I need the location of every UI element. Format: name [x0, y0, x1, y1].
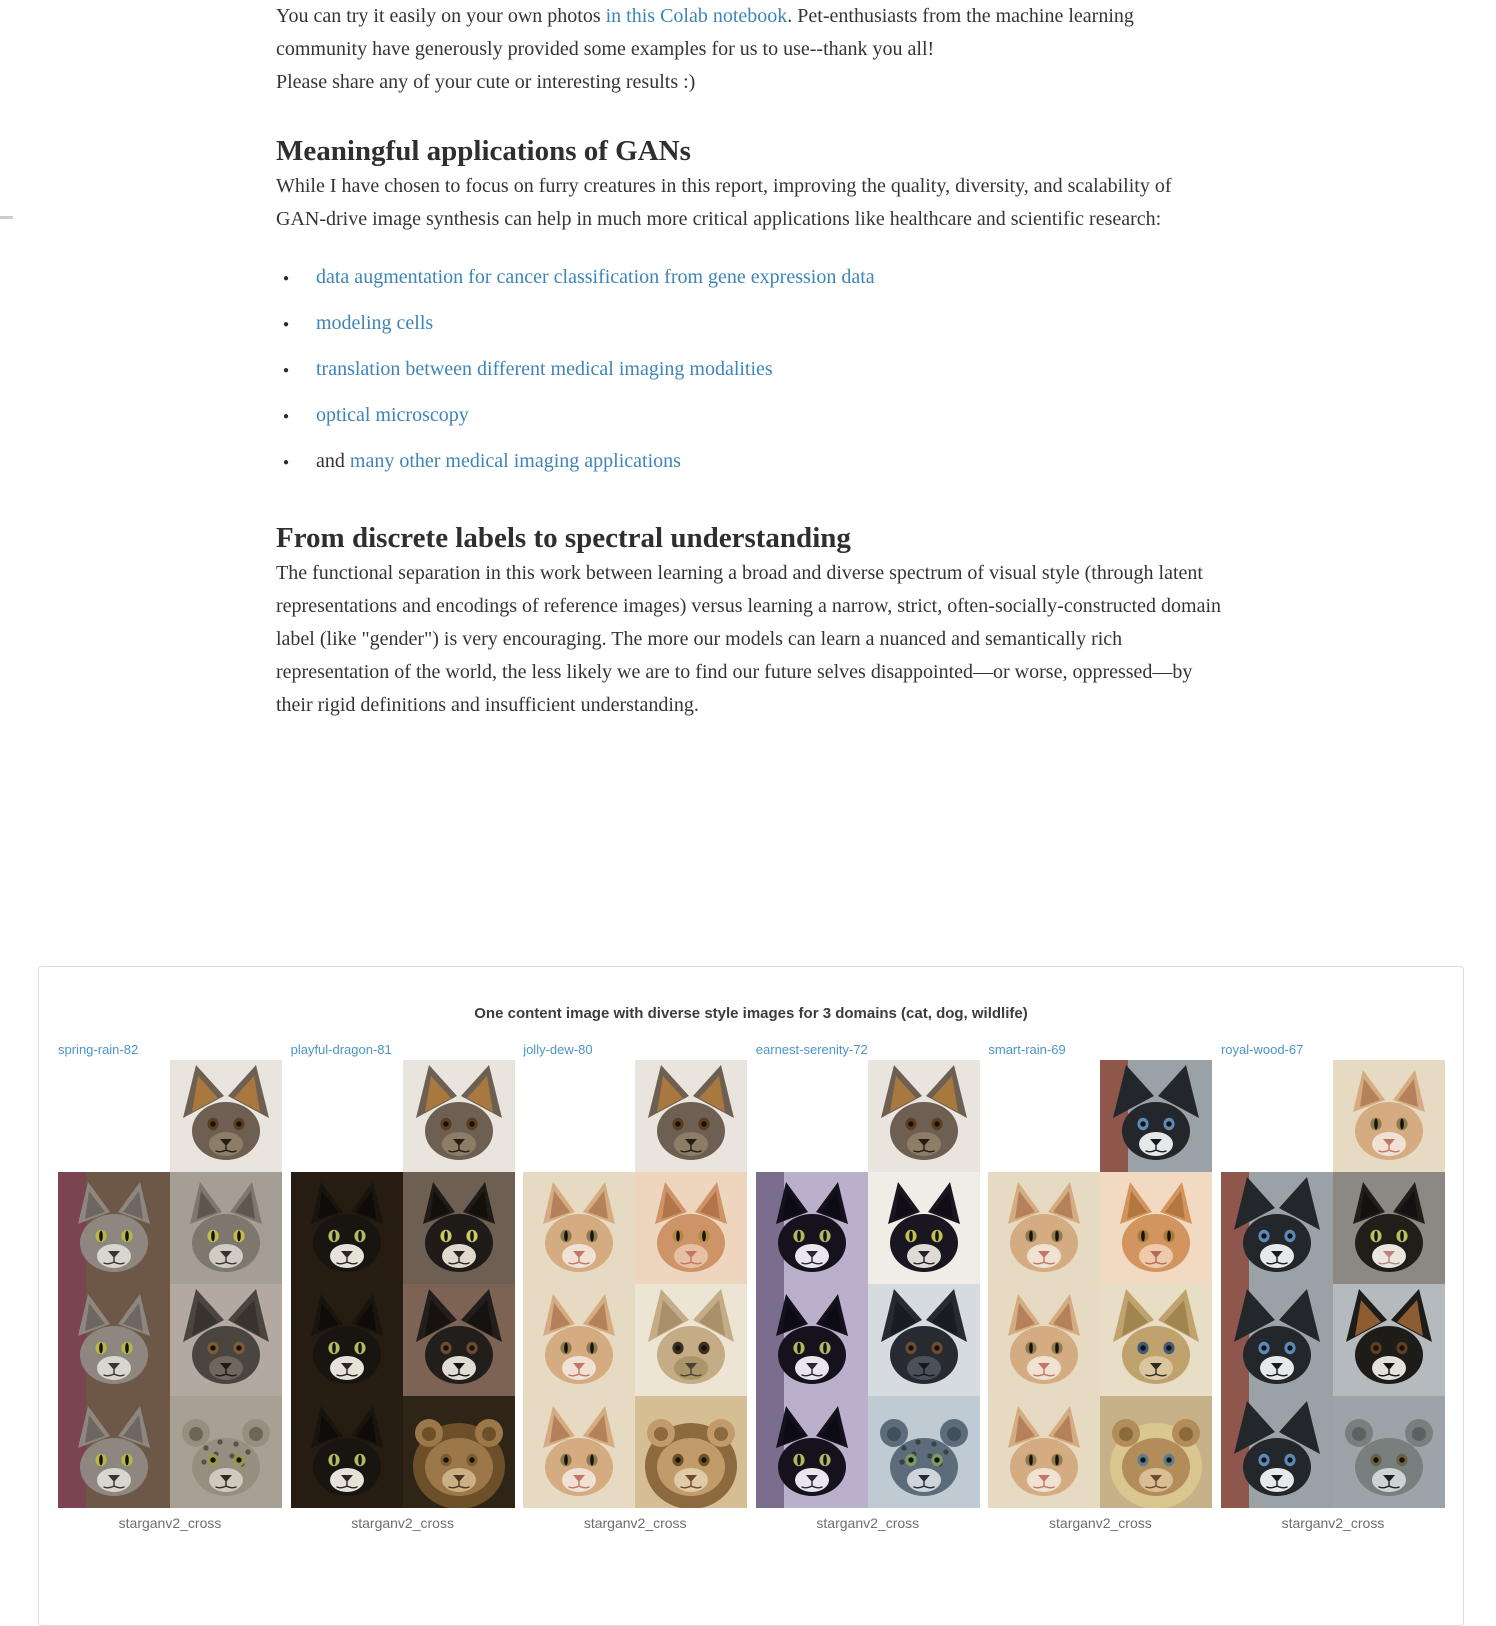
run-name-link[interactable]: smart-rain-69	[988, 1042, 1066, 1057]
output-dog-black-image[interactable]	[868, 1284, 980, 1396]
output-cat-black-white-image[interactable]	[1333, 1172, 1445, 1284]
section-heading-gans: Meaningful applications of GANs	[276, 135, 691, 167]
content-dog-husky-image[interactable]	[1100, 1060, 1212, 1172]
content-dog-chihuahua-image[interactable]	[635, 1060, 747, 1172]
image-grid	[291, 1060, 515, 1508]
style-cat-tan-image[interactable]	[523, 1396, 635, 1508]
empty-cell	[756, 1060, 868, 1172]
style-cat-tan-image[interactable]	[523, 1284, 635, 1396]
media-column	[58, 1042, 282, 1531]
media-panel	[38, 966, 1464, 1626]
paragraph-colab	[276, 0, 1226, 66]
article-body	[276, 0, 1226, 722]
bullet-link-medical-translation[interactable]: translation between different medical imaging modalities	[316, 358, 773, 380]
output-wildlife-lion-cub-image[interactable]	[1100, 1396, 1212, 1508]
image-grid	[756, 1060, 980, 1508]
media-caption: starganv2_cross	[583, 1515, 687, 1531]
content-dog-chihuahua-image[interactable]	[868, 1060, 980, 1172]
run-name-link[interactable]: spring-rain-82	[58, 1042, 139, 1057]
media-column	[756, 1042, 980, 1531]
media-panel-title: One content image with diverse style images for 3 domains (cat, dog, wildlife)	[474, 1005, 1028, 1022]
style-cat-tuxedo-dark-image[interactable]	[291, 1172, 403, 1284]
run-name-link[interactable]: earnest-serenity-72	[755, 1042, 868, 1057]
empty-cell	[58, 1060, 170, 1172]
style-dog-husky-image[interactable]	[1221, 1396, 1333, 1508]
media-column	[988, 1042, 1212, 1531]
media-caption: starganv2_cross	[1049, 1515, 1152, 1531]
colab-notebook-link[interactable]: in this Colab notebook	[605, 5, 788, 27]
style-cat-black-image[interactable]	[756, 1284, 868, 1396]
output-dog-black-white-image[interactable]	[403, 1284, 515, 1396]
style-cat-gray-image[interactable]	[58, 1284, 170, 1396]
paragraph-text: . Pet-enthusiasts from the machine learning community have generously provided some examples for us to use--thank you all!	[276, 5, 1134, 60]
paragraph-gans-intro: While I have chosen to focus on furry creatures in this report, improving the quality, diversity, and scalability of GAN-drive image synthesis can help in much more critical applications like healthcare and scientific research:	[276, 175, 1172, 230]
bullet-link-medical-imaging-apps[interactable]: many other medical imaging applications	[349, 450, 681, 472]
style-cat-tuxedo-dark-image[interactable]	[291, 1396, 403, 1508]
bullet-item	[276, 261, 1226, 294]
empty-cell	[523, 1060, 635, 1172]
applications-list	[276, 261, 1226, 478]
bullet-prefix: and	[316, 450, 350, 472]
empty-cell	[1221, 1060, 1333, 1172]
content-dog-chihuahua-image[interactable]	[403, 1060, 515, 1172]
style-cat-tan-image[interactable]	[523, 1172, 635, 1284]
style-cat-tan-image[interactable]	[988, 1284, 1100, 1396]
run-name-link[interactable]: playful-dragon-81	[290, 1042, 392, 1057]
content-cat-tan-image[interactable]	[1333, 1060, 1445, 1172]
media-caption: starganv2_cross	[816, 1515, 920, 1531]
output-wildlife-snow-leopard-image[interactable]	[170, 1396, 282, 1508]
bullet-link-modeling-cells[interactable]: modeling cells	[316, 312, 434, 334]
output-wildlife-lion-image[interactable]	[403, 1396, 515, 1508]
left-margin-dash	[0, 216, 13, 219]
media-column	[523, 1042, 747, 1531]
paragraph-spectral: The functional separation in this work between learning a broad and diverse spectrum of visual style (through latent representations and encodings of reference images) versus learning a narrow, strict, often-socially-constructed domain label (like "gender") is very encouraging. The more our models can learn a nuanced and semantically rich representation of the world, the less likely we are to find our future selves disappointed—or worse, oppressed—by their rigid definitions and insufficient understanding.	[276, 562, 1222, 716]
image-grid	[988, 1060, 1212, 1508]
image-grid	[58, 1060, 282, 1508]
output-wildlife-lion-image[interactable]	[635, 1396, 747, 1508]
style-cat-black-image[interactable]	[756, 1172, 868, 1284]
paragraph-text: You can try it easily on your own photos	[276, 5, 606, 27]
style-dog-husky-image[interactable]	[1221, 1284, 1333, 1396]
output-wildlife-snow-leopard-image[interactable]	[868, 1396, 980, 1508]
media-caption: starganv2_cross	[1281, 1515, 1385, 1531]
output-cat-black-image[interactable]	[403, 1172, 515, 1284]
bullet-item	[276, 307, 1226, 340]
output-dog-tan-image[interactable]	[635, 1284, 747, 1396]
style-cat-tan-image[interactable]	[988, 1172, 1100, 1284]
run-name-link[interactable]: jolly-dew-80	[523, 1042, 593, 1057]
media-column	[1221, 1042, 1445, 1531]
media-column	[291, 1042, 515, 1531]
output-dog-border-collie-image[interactable]	[1333, 1284, 1445, 1396]
bullet-item	[276, 353, 1226, 386]
bullet-item	[276, 445, 1226, 478]
content-dog-chihuahua-image[interactable]	[170, 1060, 282, 1172]
style-cat-tan-image[interactable]	[988, 1396, 1100, 1508]
empty-cell	[988, 1060, 1100, 1172]
style-cat-tuxedo-dark-image[interactable]	[291, 1284, 403, 1396]
empty-cell	[291, 1060, 403, 1172]
bullet-item	[276, 399, 1226, 432]
output-cat-black-image[interactable]	[868, 1172, 980, 1284]
output-cat-orange-image[interactable]	[635, 1172, 747, 1284]
section-heading-spectral: From discrete labels to spectral understanding	[276, 522, 851, 554]
bullet-link-optical-microscopy[interactable]: optical microscopy	[316, 404, 469, 426]
bullet-link-cancer-classification[interactable]: data augmentation for cancer classification from gene expression data	[316, 266, 875, 288]
style-cat-gray-image[interactable]	[58, 1172, 170, 1284]
output-wildlife-wolf-image[interactable]	[1333, 1396, 1445, 1508]
output-dog-tan-image[interactable]	[1100, 1284, 1212, 1396]
run-name-link[interactable]: royal-wood-67	[1220, 1042, 1304, 1057]
output-cat-orange-tabby-image[interactable]	[1100, 1172, 1212, 1284]
style-dog-husky-image[interactable]	[1221, 1172, 1333, 1284]
style-cat-gray-image[interactable]	[58, 1396, 170, 1508]
media-caption: starganv2_cross	[118, 1515, 222, 1531]
image-grid	[1221, 1060, 1445, 1508]
output-dog-dark-image[interactable]	[170, 1284, 282, 1396]
paragraph-share: Please share any of your cute or interesting results :)	[276, 71, 696, 93]
style-cat-black-image[interactable]	[756, 1396, 868, 1508]
media-caption: starganv2_cross	[351, 1515, 454, 1531]
output-cat-gray-image[interactable]	[170, 1172, 282, 1284]
image-grid	[523, 1060, 747, 1508]
panel-columns	[39, 1042, 1463, 1531]
